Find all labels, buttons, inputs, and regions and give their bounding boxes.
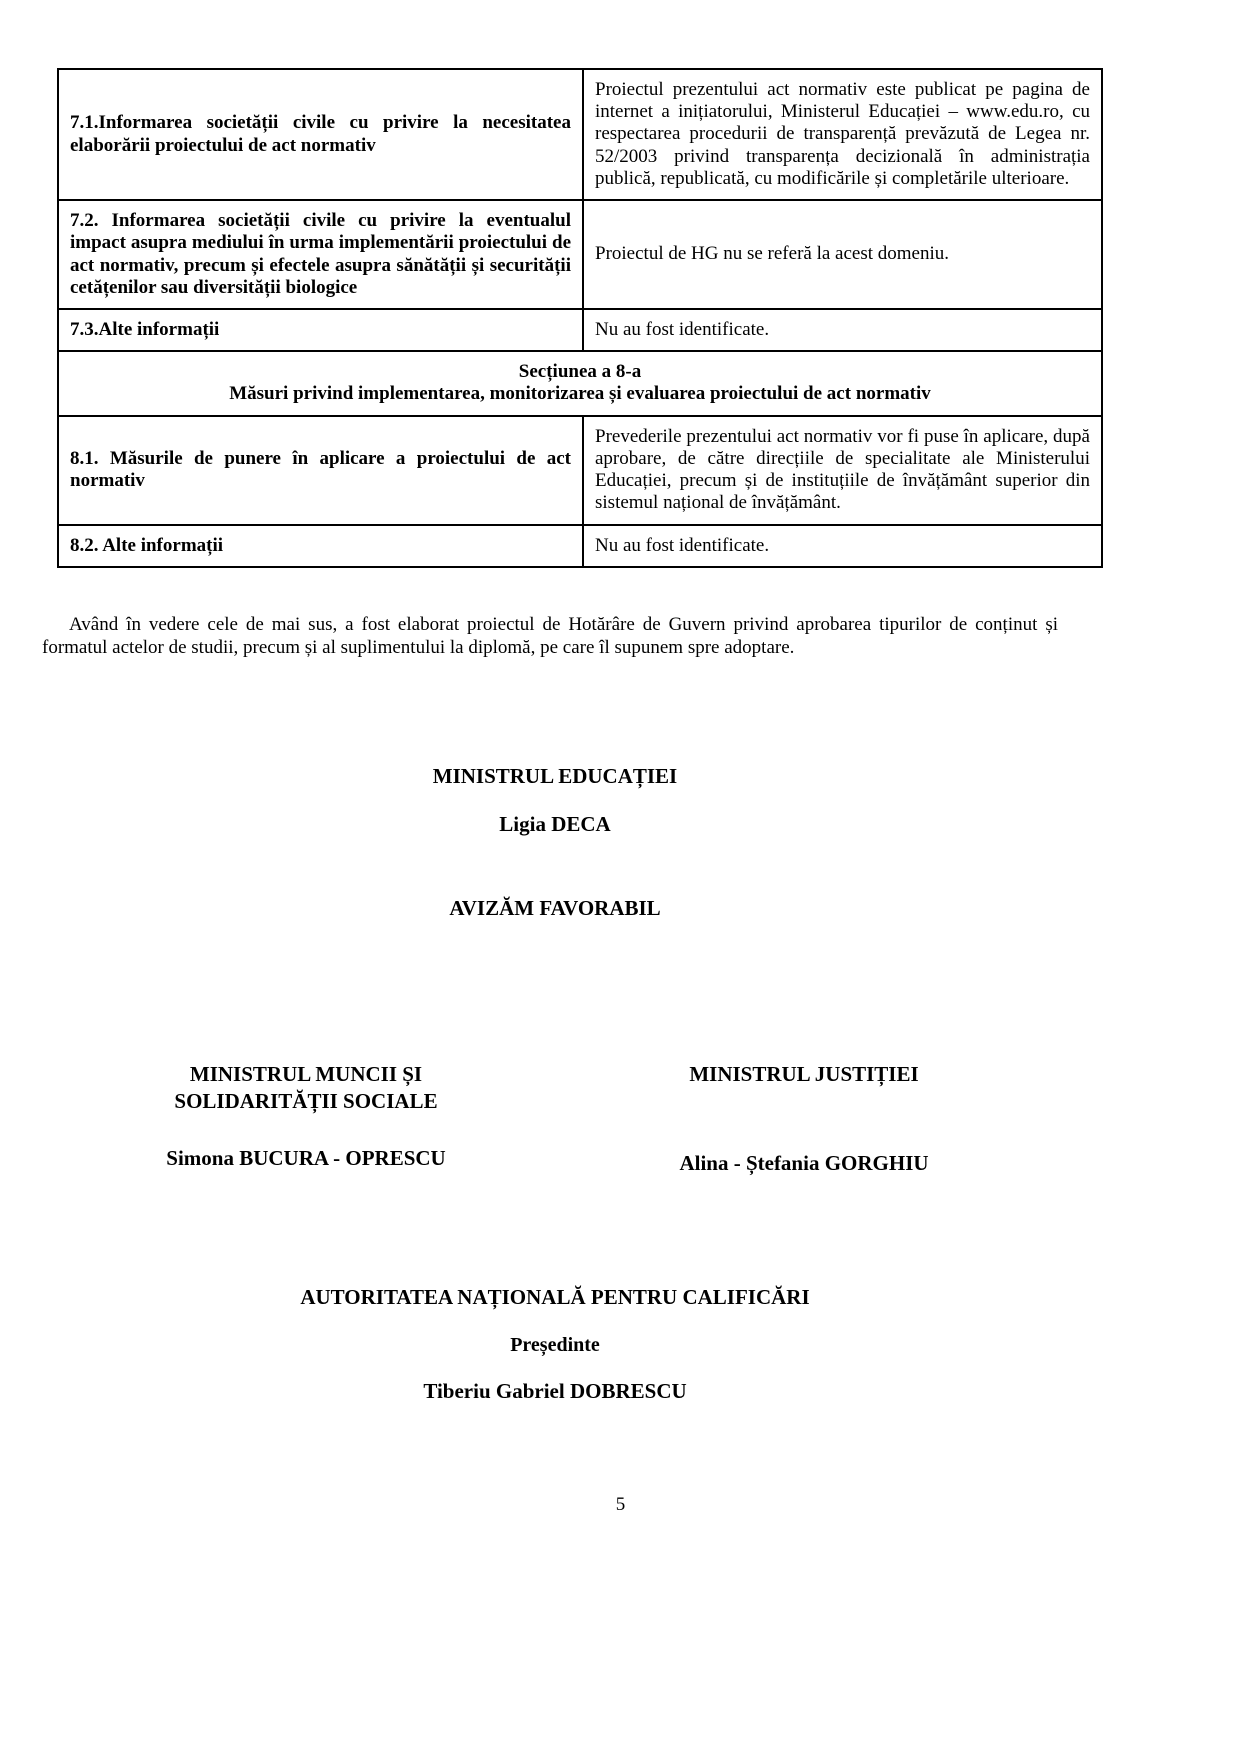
table-row (58, 69, 1102, 200)
ministers-signature-row (57, 1061, 1053, 1178)
row-8-2-value: Nu au fost identificate. (583, 525, 1102, 567)
approval-heading: AVIZĂM FAVORABIL (449, 895, 661, 920)
row-7-2-value: Proiectul de HG nu se referă la acest domeniu. (583, 200, 1102, 309)
minister-education-name: Ligia DECA (499, 812, 611, 837)
table-row (58, 525, 1102, 567)
closing-paragraph: Având în vedere cele de mai sus, a fost elaborat proiectul de Hotărâre de Guvern privind aprobarea tipurilor de conținut și formatul actelor de studii, precum și al suplimentului la diplomă, pe care îl supunem spre adoptare. (42, 613, 1058, 659)
minister-labor-title: MINISTRUL MUNCII ȘI SOLIDARITĂȚII SOCIALE (174, 1061, 438, 1114)
page-number: 5 (615, 1494, 626, 1515)
section-8-header (58, 351, 1102, 415)
row-7-1-label: 7.1.Informarea societății civile cu privire la necesitatea elaborării proiectului de act normativ (58, 69, 583, 200)
minister-justice-block (555, 1061, 1053, 1178)
row-7-2-label: 7.2. Informarea societății civile cu privire la eventualul impact asupra mediului în urma implementării proiectului de act normativ, precum și efectele asupra sănătății și securității cetățenilor sau diversității biologice (58, 200, 583, 309)
table-row (58, 309, 1102, 351)
table-row (58, 416, 1102, 525)
row-8-1-label: 8.1. Măsurile de punere în aplicare a proiectului de act normativ (58, 416, 583, 525)
row-8-2-label: 8.2. Alte informații (58, 525, 583, 567)
minister-justice-name: Alina - Ștefania GORGHIU (679, 1151, 929, 1176)
table-row (58, 200, 1102, 309)
table-row (58, 351, 1102, 415)
authority-name: Tiberiu Gabriel DOBRESCU (423, 1378, 687, 1403)
row-8-1-value: Prevederile prezentului act normativ vor fi puse în aplicare, după aprobare, de către direcțiile de specialitate ale Ministerului Educației, precum și de instituțiile de învățământ superior din sistemul național de învățământ. (583, 416, 1102, 525)
authority-title: AUTORITATEA NAȚIONALĂ PENTRU CALIFICĂRI (300, 1285, 810, 1310)
document-content (42, 0, 1090, 1404)
row-7-1-value: Proiectul prezentului act normativ este publicat pe pagina de internet a inițiatorului, Ministerul Educației – www.edu.ro, cu respectarea procedurii de transparență prevăzută de Legea nr. 52/2003 privind transparența decizională în administrația publică, republicată, cu modificările și completările ulterioare. (583, 69, 1102, 200)
row-7-3-label: 7.3.Alte informații (58, 309, 583, 351)
minister-labor-block (57, 1061, 555, 1178)
row-7-3-value: Nu au fost identificate. (583, 309, 1102, 351)
section-8-title: Secțiunea a 8-a (518, 361, 642, 383)
minister-justice-title: MINISTRUL JUSTIȚIEI (689, 1061, 919, 1086)
authority-role: Președinte (510, 1333, 600, 1356)
regulatory-impact-table (57, 68, 1103, 568)
minister-labor-name: Simona BUCURA - OPRESCU (166, 1146, 446, 1171)
section-8-subtitle: Măsuri privind implementarea, monitorizarea și evaluarea proiectului de act normativ (229, 383, 931, 405)
minister-education-title: MINISTRUL EDUCAȚIEI (432, 764, 678, 789)
